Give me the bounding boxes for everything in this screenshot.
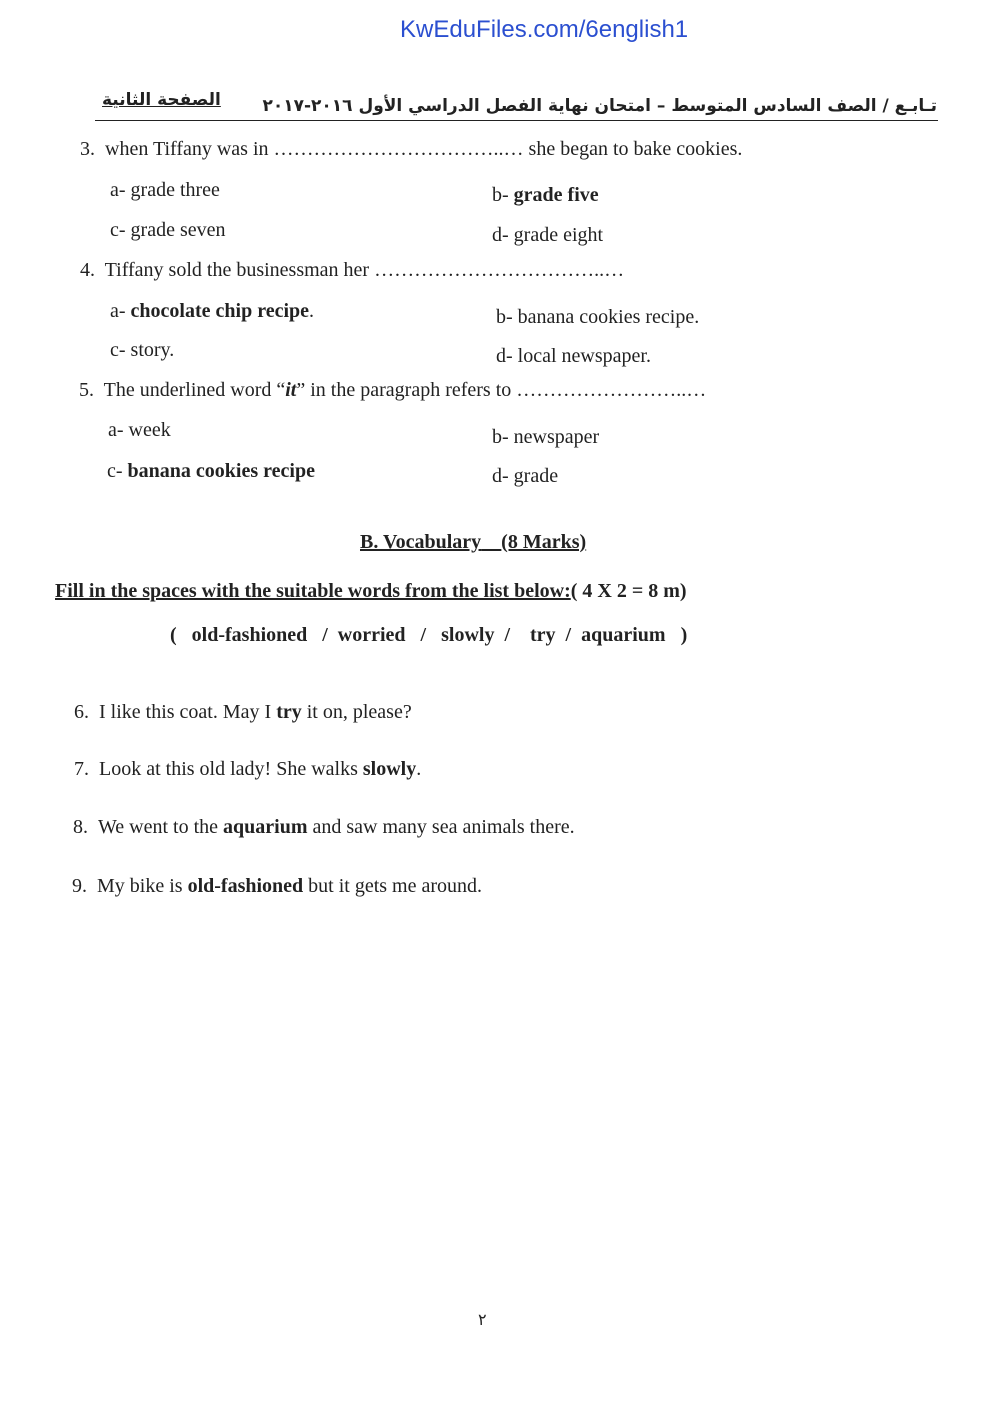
watermark-link[interactable]: KwEduFiles.com/6english1 <box>400 16 689 43</box>
text: (8 Marks) <box>501 531 587 553</box>
text: a- <box>110 179 131 201</box>
text: ” in the paragraph refers to <box>296 379 517 401</box>
sentence-6 <box>74 701 412 724</box>
text: 3. <box>80 138 95 160</box>
text: . <box>309 300 315 322</box>
text: she began to bake cookies. <box>528 138 743 160</box>
text: B. Vocabulary <box>360 531 482 553</box>
question-3 <box>80 138 742 161</box>
text: 6. <box>74 701 89 723</box>
text: We went to the <box>98 816 224 838</box>
text: Look at this old lady! She walks <box>99 758 363 780</box>
text: a- <box>110 300 131 322</box>
text: newspaper <box>513 426 600 448</box>
option-3c <box>110 219 226 242</box>
text: 4. <box>80 259 95 281</box>
text: . <box>416 758 422 780</box>
text: ……………………………..… <box>374 259 625 281</box>
text: a- <box>108 419 129 441</box>
option-3b <box>492 184 599 207</box>
option-4b <box>496 306 699 329</box>
text: grade three <box>130 179 220 201</box>
text: banana cookies recipe <box>127 460 315 482</box>
option-5a <box>108 419 171 442</box>
question-4 <box>80 259 624 282</box>
text: My bike is <box>97 875 188 897</box>
text: b- <box>492 426 514 448</box>
text: d- <box>492 465 514 487</box>
header-title: تـابـع / الصف السادس المتوسط – امتحان نهاية الفصل الدراسي الأول ٢٠١٦-٢٠١٧ <box>262 96 937 116</box>
option-5d <box>492 465 558 488</box>
text: I like this coat. May I <box>99 701 277 723</box>
question-5 <box>79 379 706 402</box>
text: c- <box>110 339 131 361</box>
section-b-heading <box>360 531 586 554</box>
text: slowly <box>362 758 417 780</box>
text: aquarium <box>223 816 308 838</box>
text: The underlined word “ <box>103 379 286 401</box>
option-4a <box>110 300 314 323</box>
text: grade eight <box>513 224 604 246</box>
text: it on, please? <box>301 701 412 723</box>
option-5c <box>107 460 315 483</box>
text: story. <box>130 339 175 361</box>
text: it <box>285 379 297 401</box>
option-5b <box>492 426 599 449</box>
text: local newspaper. <box>517 345 651 367</box>
instruction <box>55 580 687 603</box>
header-page-label: الصفحة الثانية <box>102 90 221 110</box>
text: and saw many sea animals there. <box>307 816 575 838</box>
text: d- <box>496 345 518 367</box>
option-4d <box>496 345 651 368</box>
sentence-7 <box>74 758 421 781</box>
text: but it gets me around. <box>303 875 483 897</box>
sentence-8 <box>73 816 575 839</box>
text: c- <box>110 219 131 241</box>
text: d- <box>492 224 514 246</box>
text: Tiffany sold the businessman her <box>104 259 375 281</box>
text: b- <box>496 306 518 328</box>
word-list: ( old-fashioned / worried / slowly / try / aquarium ) <box>170 624 688 646</box>
text: old-fashioned <box>187 875 304 897</box>
text: when Tiffany was in <box>105 138 274 160</box>
page-number: ٢ <box>478 1310 487 1329</box>
option-3a <box>110 179 220 202</box>
text: grade <box>513 465 559 487</box>
text: ……………………………..… <box>273 138 529 160</box>
text: ……………………..… <box>516 379 707 401</box>
text: ( 4 X 2 = 8 m) <box>570 580 687 602</box>
header-divider <box>95 120 938 121</box>
text: b- <box>492 184 514 206</box>
sentence-9 <box>72 875 482 898</box>
text: grade five <box>513 184 599 206</box>
text: 9. <box>72 875 87 897</box>
option-3d <box>492 224 603 247</box>
text: chocolate chip recipe <box>130 300 310 322</box>
text: grade seven <box>130 219 226 241</box>
option-4c <box>110 339 174 362</box>
text: 5. <box>79 379 94 401</box>
text: c- <box>107 460 128 482</box>
text: banana cookies recipe. <box>517 306 700 328</box>
text: 7. <box>74 758 89 780</box>
text: 8. <box>73 816 88 838</box>
text: try <box>276 701 302 723</box>
text: Fill in the spaces with the suitable words from the list below: <box>55 580 571 602</box>
text: week <box>128 419 171 441</box>
